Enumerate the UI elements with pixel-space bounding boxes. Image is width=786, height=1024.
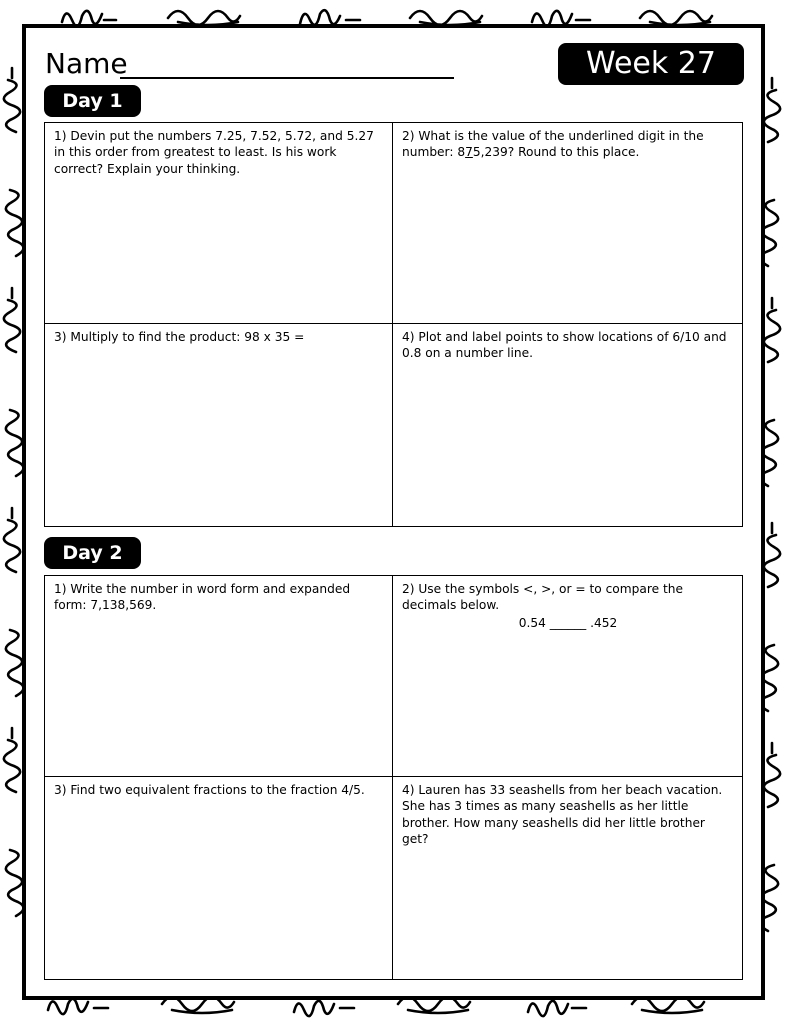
day2-label: Day 2 — [44, 537, 141, 569]
day2-q1-text: 1) Write the number in word form and expanded form: 7,138,569. — [54, 582, 351, 613]
day1-q4-text: 4) Plot and label points to show locations of 6/10 and 0.8 on a number line. — [402, 330, 727, 361]
day1-question-4[interactable] — [393, 324, 742, 526]
day1-q2-underlined-digit: 7 — [465, 145, 473, 160]
day2-question-3[interactable] — [45, 777, 393, 979]
day1-q2-text — [402, 129, 704, 159]
day2-q3-text: 3) Find two equivalent fractions to the fraction 4/5. — [54, 783, 365, 797]
day1-grid — [44, 122, 743, 527]
day1-q3-text: 3) Multiply to find the product: 98 x 35 = — [54, 330, 305, 344]
day2-question-1[interactable] — [45, 576, 393, 777]
name-label: Name — [45, 47, 128, 80]
day1-q1-text: 1) Devin put the numbers 7.25, 7.52, 5.72, and 5.27 in this order from greatest to least. Is his work correct? Explain your thinking. — [54, 129, 374, 176]
week-badge: Week 27 — [558, 43, 744, 85]
day1-question-2[interactable] — [393, 123, 742, 324]
name-field[interactable] — [120, 77, 454, 79]
day1-q2-suffix: 5,239? Round to this place. — [472, 145, 640, 160]
day1-question-3[interactable] — [45, 324, 393, 526]
day2-question-4[interactable] — [393, 777, 742, 979]
day1-q2-prefix: 2) What is the value of the underlined digit in the number: 8 — [402, 129, 704, 160]
day1-label: Day 1 — [44, 85, 141, 117]
day2-q2-text: 2) Use the symbols <, >, or = to compare the decimals below. — [402, 582, 683, 613]
day2-q4-text: 4) Lauren has 33 seashells from her beach vacation. She has 3 times as many seashells as her little brother. How many seashells did her little brother get? — [402, 783, 723, 846]
day2-grid — [44, 575, 743, 980]
day2-question-2[interactable] — [393, 576, 742, 777]
day2-q2-compare: 0.54 ______ .452 — [518, 615, 618, 630]
day1-question-1[interactable] — [45, 123, 393, 324]
